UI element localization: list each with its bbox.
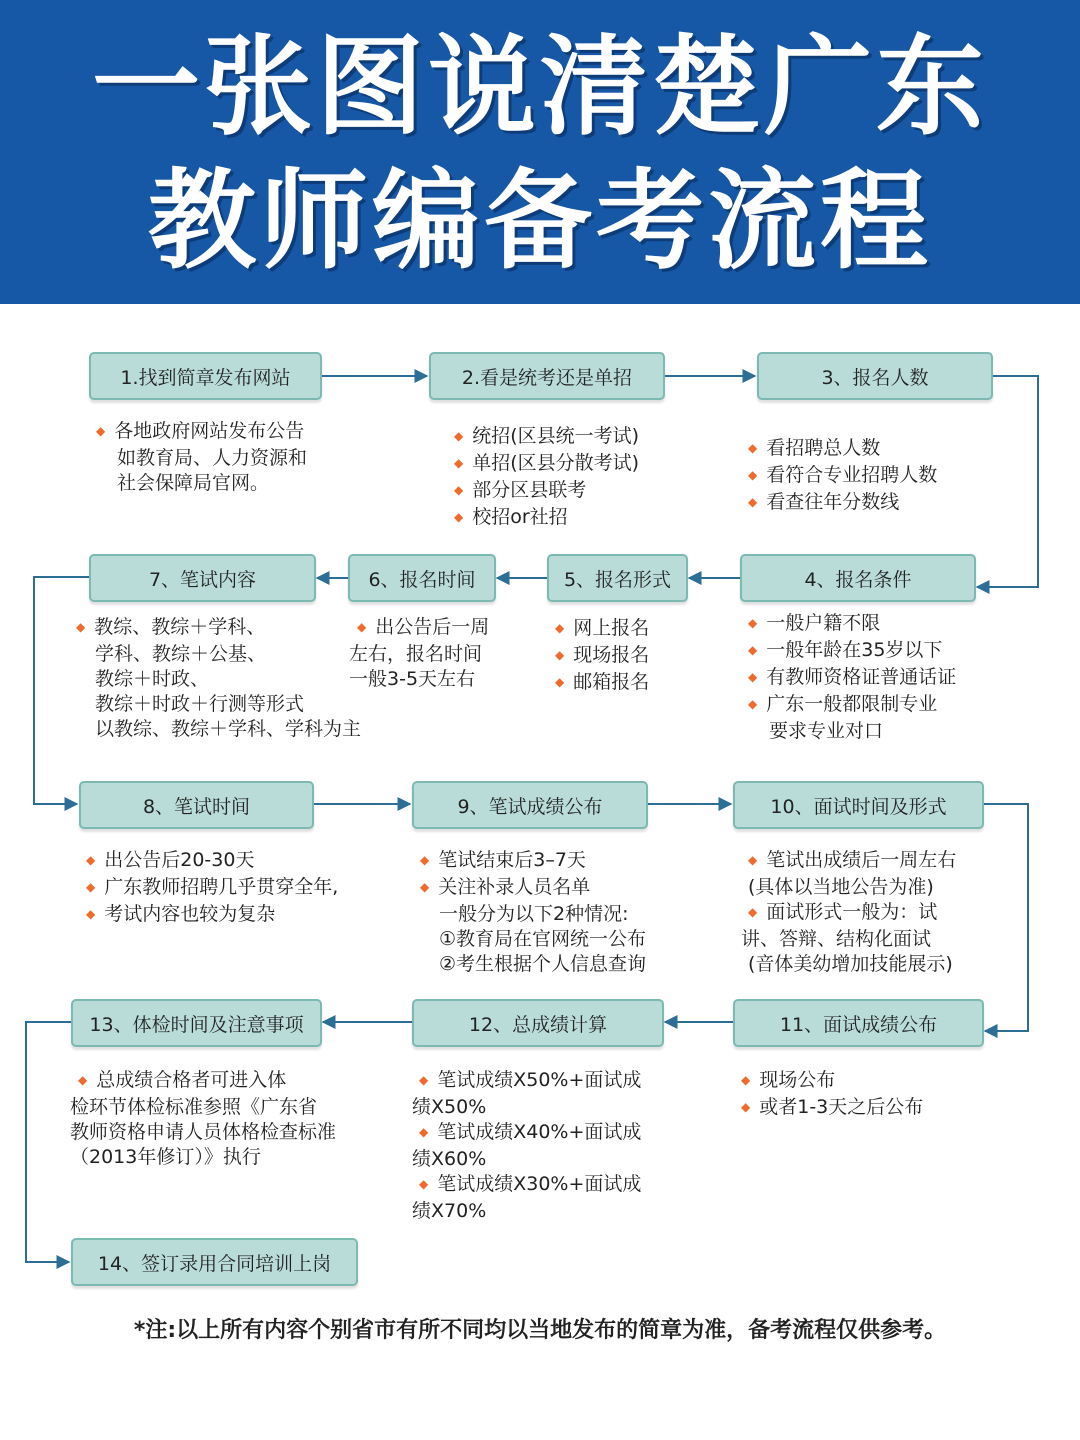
desc-line: ◆ 出公告后一周 — [349, 615, 489, 642]
step-5-desc — [555, 616, 649, 697]
desc-line: ◆ 各地政府网站发布公告 — [96, 419, 307, 446]
step-12-box: 12、总成绩计算 — [412, 999, 664, 1047]
desc-line: ◆ 笔试结束后3–7天 — [420, 848, 646, 875]
desc-line: ◆ 笔试成绩X50%+面试成 — [412, 1068, 641, 1095]
desc-line: ②考生根据个人信息查询 — [439, 953, 647, 975]
desc-line: ◆ 现场公布 — [741, 1068, 923, 1095]
desc-line: 绩X50% — [412, 1096, 487, 1118]
step-5-box: 5、报名形式 — [547, 554, 688, 602]
desc-line: ◆ 一般年龄在35岁以下 — [748, 638, 956, 665]
desc-line: ◆ 或者1-3天之后公布 — [741, 1095, 923, 1122]
desc-line: 讲、答辩、结构化面试 — [741, 928, 932, 950]
desc-line: ◆ 笔试出成绩后一周左右 — [741, 848, 956, 875]
desc-line: 一般分为以下2种情况: — [439, 903, 629, 925]
desc-line: （2013年修订）》执行 — [70, 1146, 261, 1168]
desc-line: ◆ 考试内容也较为复杂 — [86, 902, 338, 929]
desc-line: ◆ 笔试成绩X30%+面试成 — [412, 1172, 641, 1199]
arrow-10-11 — [984, 804, 1028, 1031]
title-line-2: 教师编备考流程 — [147, 159, 932, 284]
step-11-desc — [741, 1068, 923, 1122]
step-7-desc — [76, 615, 361, 742]
desc-line: ①教育局在官网统一公布 — [439, 928, 647, 950]
desc-line: ◆ 有教师资格证普通话证 — [748, 665, 956, 692]
desc-line: ◆ 面试形式一般为：试 — [741, 900, 956, 927]
step-9-desc — [420, 848, 646, 977]
desc-line: 学科、教综＋公基、 — [95, 643, 267, 665]
step-8-desc — [86, 848, 338, 929]
step-7-box: 7、笔试内容 — [89, 554, 316, 602]
desc-line: 要求专业对口 — [769, 720, 884, 742]
step-8-box: 8、笔试时间 — [79, 781, 314, 829]
desc-line: ◆ 单招(区县分散考试) — [454, 451, 639, 478]
step-10-desc — [741, 848, 956, 977]
desc-line: 绩X60% — [412, 1148, 487, 1170]
desc-line: (音体美幼增加技能展示) — [748, 953, 953, 975]
desc-line: ◆ 一般户籍不限 — [748, 611, 956, 638]
desc-line: ◆ 笔试成绩X40%+面试成 — [412, 1120, 641, 1147]
desc-line: ◆ 邮箱报名 — [555, 670, 649, 697]
step-4-box: 4、报名条件 — [740, 554, 976, 602]
desc-line: 如教育局、人力资源和 — [117, 447, 308, 469]
step-10-box: 10、面试时间及形式 — [733, 781, 984, 829]
step-13-box: 13、体检时间及注意事项 — [71, 999, 322, 1047]
footnote: *注:以上所有内容个别省市有所不同均以当地发布的简章为准，备考流程仅供参考。 — [133, 1318, 947, 1343]
desc-line: ◆ 关注补录人员名单 — [420, 875, 646, 902]
desc-line: ◆ 部分区县联考 — [454, 478, 639, 505]
desc-line: ◆ 校招or社招 — [454, 505, 639, 532]
step-4-desc — [748, 611, 956, 744]
desc-line: (具体以当地公告为准) — [748, 876, 934, 898]
step-6-box: 6、报名时间 — [348, 554, 496, 602]
desc-line: ◆ 出公告后20-30天 — [86, 848, 338, 875]
arrow-13-14 — [26, 1022, 71, 1262]
step-13-desc — [70, 1068, 336, 1170]
desc-line: 教综＋时政＋行测等形式 — [95, 693, 305, 715]
step-9-box: 9、笔试成绩公布 — [412, 781, 648, 829]
desc-line: ◆ 统招(区县统一考试) — [454, 424, 639, 451]
step-1-desc — [96, 419, 307, 496]
step-3-box: 3、报名人数 — [757, 352, 993, 400]
desc-line: ◆ 网上报名 — [555, 616, 649, 643]
desc-line: 一般3-5天左右 — [349, 668, 476, 690]
step-12-desc — [412, 1068, 641, 1224]
desc-line: 以教综、教综＋学科、学科为主 — [95, 718, 362, 740]
desc-line: 教师资格申请人员体格检查标准 — [70, 1121, 337, 1143]
desc-line: ◆ 看招聘总人数 — [748, 436, 937, 463]
step-1-box: 1.找到简章发布网站 — [89, 352, 322, 400]
step-2-desc — [454, 424, 639, 532]
desc-line: 社会保障局官网。 — [117, 472, 270, 494]
arrow-3-4 — [977, 376, 1038, 587]
step-11-box: 11、面试成绩公布 — [733, 999, 984, 1047]
desc-line: 教综＋时政、 — [95, 668, 210, 690]
desc-line: ◆ 总成绩合格者可进入体 — [70, 1068, 336, 1095]
title-line-1: 一张图说清楚广东 — [91, 25, 988, 150]
step-14-box: 14、签订录用合同培训上岗 — [71, 1238, 358, 1286]
desc-line: ◆ 看符合专业招聘人数 — [748, 463, 937, 490]
desc-line: ◆ 广东教师招聘几乎贯穿全年, — [86, 875, 338, 902]
desc-line: 检环节体检标准参照《广东省 — [70, 1096, 318, 1118]
desc-line: ◆ 广东一般都限制专业 — [748, 692, 956, 719]
desc-line: 绩X70% — [412, 1200, 487, 1222]
step-6-desc — [349, 615, 489, 692]
step-2-box: 2.看是统考还是单招 — [429, 352, 665, 400]
desc-line: 左右，报名时间 — [349, 643, 483, 665]
desc-line: ◆ 现场报名 — [555, 643, 649, 670]
step-3-desc — [748, 436, 937, 517]
desc-line: ◆ 教综、教综＋学科、 — [76, 615, 361, 642]
desc-line: ◆ 看查往年分数线 — [748, 490, 937, 517]
